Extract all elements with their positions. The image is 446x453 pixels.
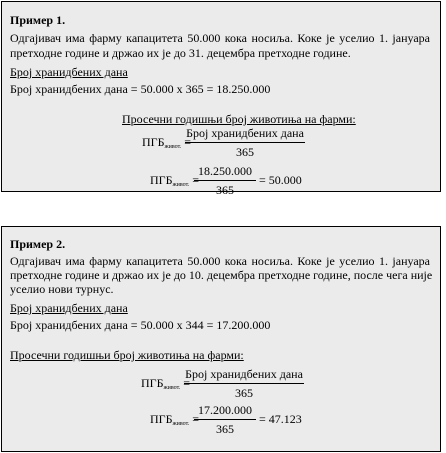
fraction-numerator: Број хранидбених дана	[186, 126, 304, 140]
pgb-symbol: ПГБ	[141, 376, 164, 390]
fraction-numerator: 17.200.000	[198, 403, 252, 417]
example-1-days-formula: Број хранидбених дана = 50.000 x 365 = 18.250.000	[10, 82, 271, 96]
example-2-days-formula: Број хранидбених дана = 50.000 x 344 = 17.200.000	[10, 318, 271, 332]
pgb-symbol: ПГБ	[150, 412, 173, 426]
example-1-formula-2-result: = 50.000	[259, 173, 302, 187]
pgb-subscript: живот.	[164, 144, 182, 150]
example-1-text-line-2: претходне године и држао их је до 31. децембра претходне године.	[10, 46, 351, 60]
example-2-formula-1-fraction	[184, 367, 304, 401]
fraction-numerator: 18.250.000	[198, 164, 252, 178]
example-2-text-line-3: уселио нови турнус.	[10, 282, 114, 296]
pgb-subscript: живот.	[172, 421, 190, 427]
fraction-bar	[185, 142, 305, 143]
example-1-average-label: Просечни годишњи број животиња на фарми:	[122, 112, 356, 126]
fraction-denominator: 365	[236, 145, 254, 159]
example-1-formula-2-lhs: $ПГБ_{живот.}$ =	[150, 173, 200, 188]
example-2-formula-2-result: = 47.123	[259, 412, 302, 426]
fraction-denominator: 365	[216, 183, 234, 197]
example-2-days-label: Број хранидбених дана	[10, 301, 128, 315]
pgb-subscript: живот.	[172, 182, 190, 188]
example-2-formula-1-lhs: $ПГБ_{живот.}$ =	[141, 376, 191, 391]
example-2-box	[1, 226, 441, 452]
example-2-formula-2-fraction	[194, 403, 256, 437]
example-1-box	[1, 1, 441, 197]
fraction-bar	[194, 419, 256, 420]
example-2-text-line-1: Одгајивач има фарму капацитета 50.000 кока носиља. Коке је уселио 1. јануара	[10, 254, 430, 268]
example-2-heading: Пример 2.	[10, 237, 66, 251]
pgb-subscript: живот.	[163, 385, 181, 391]
example-1-formula-1-lhs: $ПГБ_{живот.}$ =	[142, 135, 192, 150]
example-1-heading: Пример 1.	[10, 13, 66, 27]
example-1-text-line-1: Одгајивач има фарму капацитета 50.000 кока носиља. Коке је уселио 1. јануара	[10, 31, 430, 45]
example-1-days-label: Број хранидбених дана	[10, 65, 128, 79]
pgb-symbol: ПГБ	[150, 173, 173, 187]
example-2-text-line-2: претходне године и држао их је до 10. децембра претходне године, после чега није	[10, 268, 433, 282]
fraction-bar	[194, 180, 256, 181]
example-1-formula-2-fraction	[194, 164, 256, 198]
example-2-formula-2-lhs: $ПГБ_{живот.}$ =	[150, 412, 200, 427]
pgb-symbol: ПГБ	[142, 135, 165, 149]
fraction-denominator: 365	[235, 386, 253, 400]
example-1-formula-1-fraction	[185, 126, 305, 160]
fraction-numerator: Број хранидбених дана	[185, 367, 303, 381]
fraction-denominator: 365	[216, 422, 234, 436]
fraction-bar	[184, 383, 304, 384]
example-2-average-label: Просечни годишњи број животиња на фарми:	[10, 348, 244, 362]
